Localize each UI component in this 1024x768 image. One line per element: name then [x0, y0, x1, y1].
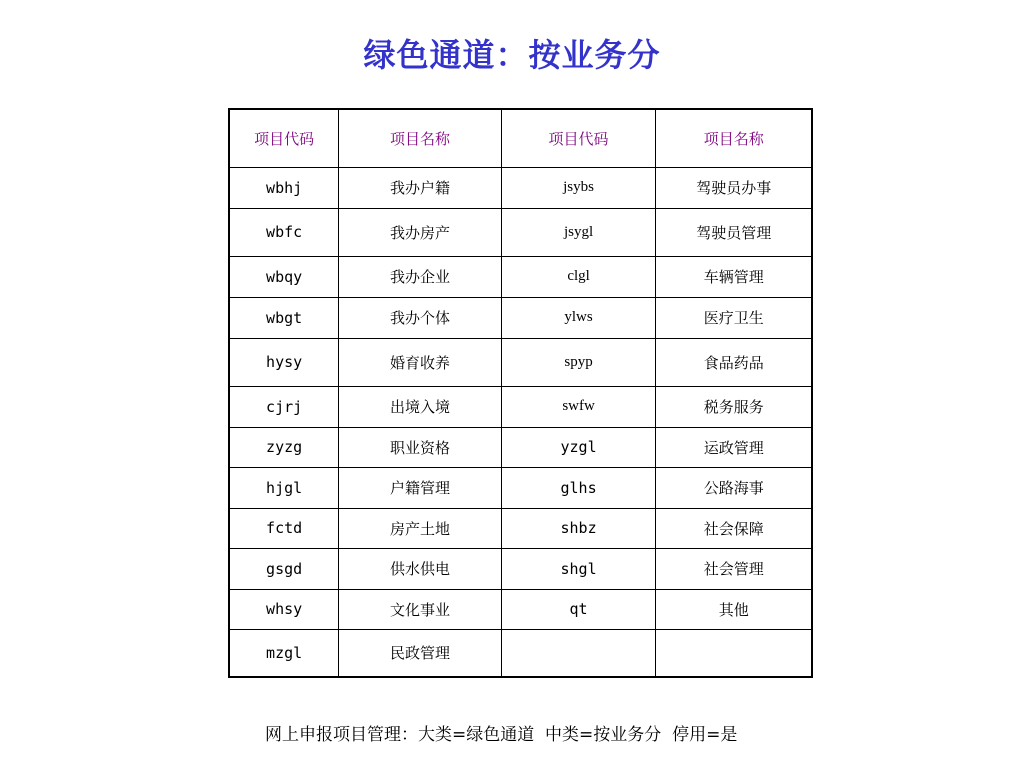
cell-name: 公路海事	[656, 467, 812, 508]
cell-code: zyzg	[229, 427, 339, 467]
table-row	[229, 338, 812, 386]
header-name-1: 项目名称	[339, 109, 501, 167]
cell-code: wbgt	[229, 297, 339, 338]
cell-code: wbhj	[229, 167, 339, 208]
cell-name: 驾驶员办事	[656, 167, 812, 208]
cell-name: 民政管理	[339, 629, 501, 677]
cell-code: shbz	[501, 508, 656, 548]
cell-name: 供水供电	[339, 548, 501, 589]
cell-code: jsybs	[501, 167, 656, 208]
cell-code: qt	[501, 589, 656, 629]
table-row	[229, 256, 812, 297]
cell-code: jsygl	[501, 208, 656, 256]
cell-name: 社会管理	[656, 548, 812, 589]
project-code-table	[228, 108, 813, 678]
table-row	[229, 467, 812, 508]
header-code-2: 项目代码	[501, 109, 656, 167]
cell-name: 婚育收养	[339, 338, 501, 386]
table-row	[229, 548, 812, 589]
cell-name: 其他	[656, 589, 812, 629]
header-name-2: 项目名称	[656, 109, 812, 167]
cell-name: 房产土地	[339, 508, 501, 548]
cell-code: hjgl	[229, 467, 339, 508]
cell-name: 文化事业	[339, 589, 501, 629]
cell-code: yzgl	[501, 427, 656, 467]
cell-name: 户籍管理	[339, 467, 501, 508]
cell-code: swfw	[501, 386, 656, 427]
cell-code: mzgl	[229, 629, 339, 677]
cell-code-empty	[501, 629, 656, 677]
cell-code: cjrj	[229, 386, 339, 427]
cell-name: 车辆管理	[656, 256, 812, 297]
table-row	[229, 427, 812, 467]
cell-code: fctd	[229, 508, 339, 548]
cell-code: clgl	[501, 256, 656, 297]
cell-name: 出境入境	[339, 386, 501, 427]
cell-name: 税务服务	[656, 386, 812, 427]
table-row	[229, 297, 812, 338]
cell-name: 运政管理	[656, 427, 812, 467]
cell-code: glhs	[501, 467, 656, 508]
cell-code: wbfc	[229, 208, 339, 256]
cell-code: whsy	[229, 589, 339, 629]
cell-code: hysy	[229, 338, 339, 386]
cell-name: 我办户籍	[339, 167, 501, 208]
table-row	[229, 629, 812, 677]
table-row	[229, 208, 812, 256]
table-row	[229, 589, 812, 629]
cell-code: gsgd	[229, 548, 339, 589]
cell-name: 食品药品	[656, 338, 812, 386]
cell-name: 医疗卫生	[656, 297, 812, 338]
cell-name: 社会保障	[656, 508, 812, 548]
cell-name: 职业资格	[339, 427, 501, 467]
cell-code: shgl	[501, 548, 656, 589]
table-row	[229, 386, 812, 427]
footer-note: 网上申报项目管理：大类=绿色通道 中类=按业务分 停用=是	[265, 725, 738, 745]
cell-name: 驾驶员管理	[656, 208, 812, 256]
header-code-1: 项目代码	[229, 109, 339, 167]
cell-code: wbqy	[229, 256, 339, 297]
table-row	[229, 167, 812, 208]
cell-name: 我办个体	[339, 297, 501, 338]
page-title: 绿色通道：按业务分	[363, 36, 661, 74]
cell-name-empty	[656, 629, 812, 677]
cell-code: spyp	[501, 338, 656, 386]
table-header-row	[229, 109, 812, 167]
cell-name: 我办企业	[339, 256, 501, 297]
cell-code: ylws	[501, 297, 656, 338]
table-row	[229, 508, 812, 548]
cell-name: 我办房产	[339, 208, 501, 256]
